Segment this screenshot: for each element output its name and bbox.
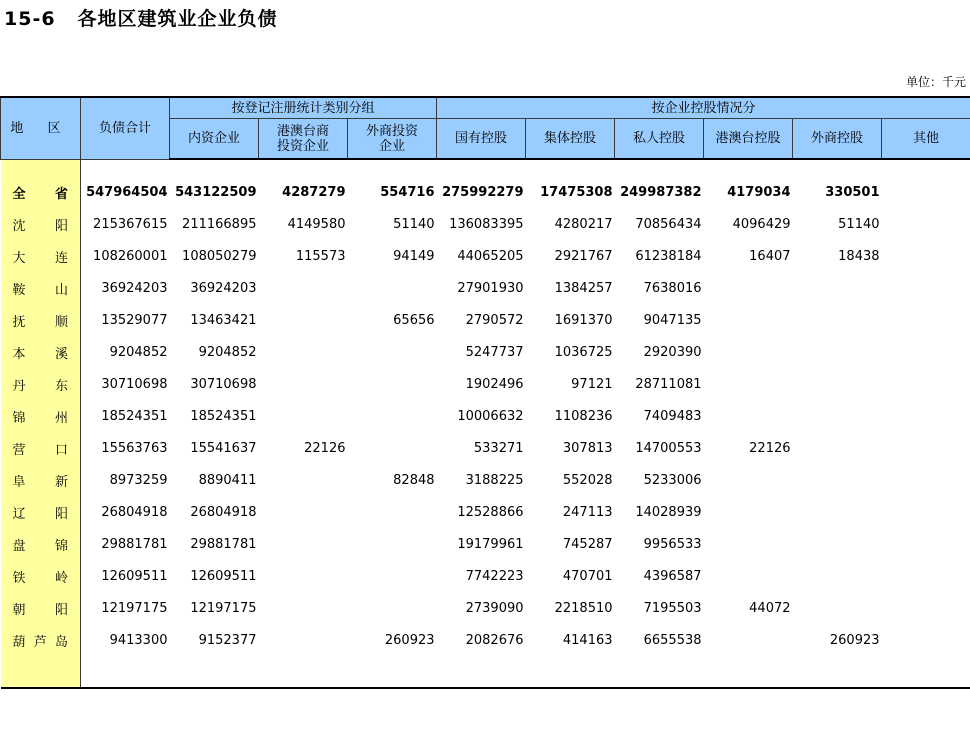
value-cell	[793, 496, 882, 528]
value-cell: 1384257	[554, 280, 613, 296]
spacer-cell	[526, 159, 615, 176]
region-name: 铁岭	[1, 560, 81, 592]
value-cell	[259, 272, 348, 304]
value-cell	[704, 560, 793, 592]
value-cell: 543122509	[175, 184, 257, 200]
header-area: 地 区	[1, 97, 81, 159]
value-cell: 247113	[562, 504, 613, 520]
value-cell: 51140	[838, 216, 880, 232]
value-cell: 12528866	[457, 504, 524, 520]
region-name: 丹东	[1, 368, 81, 400]
value-cell	[882, 592, 970, 624]
value-cell: 22126	[749, 440, 791, 456]
value-cell	[259, 496, 348, 528]
value-cell: 13463421	[190, 312, 257, 328]
value-cell	[348, 272, 437, 304]
value-cell	[348, 368, 437, 400]
table-row	[1, 592, 970, 624]
region-name: 盘锦	[1, 528, 81, 560]
value-cell: 1902496	[465, 376, 524, 392]
region-spacer-cell	[1, 656, 81, 688]
spacer-cell	[259, 656, 348, 688]
value-cell	[793, 592, 882, 624]
value-cell	[882, 432, 970, 464]
header-registration-col-1: 港澳台商 投资企业	[259, 119, 348, 160]
value-cell: 12197175	[190, 600, 257, 616]
table-row	[1, 336, 970, 368]
region-name: 营口	[1, 432, 81, 464]
value-cell	[704, 272, 793, 304]
table-row	[1, 560, 970, 592]
region-name: 大连	[1, 240, 81, 272]
value-cell: 2790572	[465, 312, 524, 328]
value-cell: 51140	[393, 216, 435, 232]
value-cell: 29881781	[101, 536, 168, 552]
table-row	[1, 432, 970, 464]
header-holding-col-2: 私人控股	[615, 119, 704, 160]
value-cell: 7195503	[643, 600, 702, 616]
value-cell	[793, 336, 882, 368]
value-cell: 1108236	[554, 408, 613, 424]
value-cell: 9413300	[109, 632, 168, 648]
value-cell	[259, 336, 348, 368]
value-cell: 2082676	[465, 632, 524, 648]
value-cell: 94149	[393, 248, 435, 264]
spacer-cell	[882, 656, 970, 688]
value-cell: 330501	[825, 184, 880, 200]
value-cell: 9956533	[643, 536, 702, 552]
value-cell	[793, 528, 882, 560]
value-cell	[704, 528, 793, 560]
header-registration-col-2: 外商投资 企业	[348, 119, 437, 160]
spacer-cell	[793, 656, 882, 688]
value-cell: 10006632	[457, 408, 524, 424]
region-name: 辽阳	[1, 496, 81, 528]
spacer-cell	[170, 159, 259, 176]
value-cell	[704, 624, 793, 656]
value-cell	[793, 304, 882, 336]
spacer-cell	[704, 159, 793, 176]
region-name: 锦州	[1, 400, 81, 432]
value-cell: 414163	[562, 632, 613, 648]
spacer-cell	[170, 656, 259, 688]
value-cell	[259, 464, 348, 496]
value-cell: 470701	[562, 568, 613, 584]
value-cell	[348, 592, 437, 624]
value-cell: 260923	[829, 632, 880, 648]
value-cell: 19179961	[457, 536, 524, 552]
table-row	[1, 240, 970, 272]
value-cell	[348, 560, 437, 592]
value-cell: 7638016	[643, 280, 702, 296]
spacer-cell	[615, 656, 704, 688]
value-cell: 6655538	[643, 632, 702, 648]
value-cell: 26804918	[190, 504, 257, 520]
value-cell	[793, 464, 882, 496]
value-cell: 307813	[562, 440, 613, 456]
table-title: 各地区建筑业企业负债	[77, 8, 278, 30]
header-total: 负债合计	[81, 97, 170, 159]
value-cell	[882, 528, 970, 560]
spacer-cell	[437, 656, 526, 688]
value-cell	[882, 464, 970, 496]
value-cell	[348, 336, 437, 368]
value-cell: 18524351	[101, 408, 168, 424]
liabilities-table	[0, 96, 970, 689]
value-cell	[259, 528, 348, 560]
value-cell: 552028	[562, 472, 613, 488]
value-cell: 36924203	[190, 280, 257, 296]
value-cell: 275992279	[442, 184, 524, 200]
header-holding-col-5: 其他	[882, 119, 970, 160]
value-cell: 4149580	[287, 216, 346, 232]
value-cell: 547964504	[86, 184, 168, 200]
value-cell	[882, 624, 970, 656]
spacer-cell	[348, 656, 437, 688]
value-cell	[882, 176, 970, 208]
unit-label: 单位：千元	[905, 75, 966, 89]
spacer-cell	[348, 159, 437, 176]
value-cell	[882, 496, 970, 528]
value-cell: 136083395	[449, 216, 524, 232]
table-row	[1, 624, 970, 656]
header-holding-col-4: 外商控股	[793, 119, 882, 160]
table-row	[1, 208, 970, 240]
value-cell: 9047135	[643, 312, 702, 328]
value-cell: 533271	[473, 440, 524, 456]
header-registration-col-0: 内资企业	[170, 119, 259, 160]
value-cell: 2739090	[465, 600, 524, 616]
spacer-cell	[704, 656, 793, 688]
spacer-cell	[81, 656, 170, 688]
table-row	[1, 528, 970, 560]
table-row	[1, 272, 970, 304]
table-row	[1, 176, 970, 208]
value-cell: 5247737	[465, 344, 524, 360]
value-cell: 554716	[380, 184, 435, 200]
value-cell: 8890411	[198, 472, 257, 488]
spacer-cell	[793, 159, 882, 176]
value-cell: 82848	[393, 472, 435, 488]
header-group-registration: 按登记注册统计类别分组	[170, 97, 437, 119]
value-cell: 5233006	[643, 472, 702, 488]
spacer-row	[1, 656, 970, 688]
value-cell: 211166895	[182, 216, 257, 232]
value-cell: 30710698	[190, 376, 257, 392]
value-cell	[882, 208, 970, 240]
value-cell	[704, 368, 793, 400]
value-cell: 12609511	[101, 568, 168, 584]
spacer-cell	[882, 159, 970, 176]
value-cell: 115573	[295, 248, 346, 264]
value-cell	[704, 304, 793, 336]
value-cell: 29881781	[190, 536, 257, 552]
value-cell	[704, 464, 793, 496]
table-row	[1, 464, 970, 496]
value-cell: 18524351	[190, 408, 257, 424]
value-cell: 3188225	[465, 472, 524, 488]
value-cell	[793, 400, 882, 432]
spacer-row	[1, 159, 970, 176]
value-cell: 30710698	[101, 376, 168, 392]
table-number: 15-6	[4, 8, 56, 30]
value-cell	[348, 496, 437, 528]
region-name: 沈阳	[1, 208, 81, 240]
region-name: 朝阳	[1, 592, 81, 624]
value-cell	[259, 560, 348, 592]
value-cell	[882, 560, 970, 592]
value-cell	[259, 368, 348, 400]
value-cell	[259, 304, 348, 336]
value-cell: 108050279	[182, 248, 257, 264]
value-cell: 15541637	[190, 440, 257, 456]
value-cell: 61238184	[635, 248, 702, 264]
value-cell: 44065205	[457, 248, 524, 264]
value-cell: 26804918	[101, 504, 168, 520]
value-cell: 65656	[393, 312, 435, 328]
value-cell	[348, 528, 437, 560]
value-cell	[259, 624, 348, 656]
value-cell: 9204852	[198, 344, 257, 360]
region-name: 鞍山	[1, 272, 81, 304]
value-cell	[793, 368, 882, 400]
value-cell: 16407	[749, 248, 791, 264]
value-cell: 1691370	[554, 312, 613, 328]
value-cell: 15563763	[101, 440, 168, 456]
value-cell	[882, 400, 970, 432]
spacer-cell	[81, 159, 170, 176]
value-cell	[793, 560, 882, 592]
value-cell	[704, 400, 793, 432]
spacer-cell	[437, 159, 526, 176]
value-cell: 4396587	[643, 568, 702, 584]
value-cell: 7409483	[643, 408, 702, 424]
value-cell	[259, 592, 348, 624]
header-holding-col-1: 集体控股	[526, 119, 615, 160]
value-cell	[259, 400, 348, 432]
value-cell: 12197175	[101, 600, 168, 616]
value-cell: 4287279	[282, 184, 346, 200]
value-cell: 215367615	[93, 216, 168, 232]
value-cell	[882, 240, 970, 272]
region-spacer-cell	[1, 159, 81, 176]
value-cell: 97121	[571, 376, 613, 392]
header-holding-col-3: 港澳台控股	[704, 119, 793, 160]
value-cell	[348, 400, 437, 432]
region-name: 本溪	[1, 336, 81, 368]
value-cell: 17475308	[540, 184, 613, 200]
spacer-cell	[259, 159, 348, 176]
value-cell: 2218510	[554, 600, 613, 616]
value-cell: 8973259	[109, 472, 168, 488]
value-cell	[704, 336, 793, 368]
value-cell	[882, 304, 970, 336]
value-cell: 22126	[304, 440, 346, 456]
spacer-cell	[526, 656, 615, 688]
value-cell: 14028939	[635, 504, 702, 520]
page-title	[4, 4, 278, 31]
value-cell: 9152377	[198, 632, 257, 648]
value-cell: 2920390	[643, 344, 702, 360]
value-cell	[882, 336, 970, 368]
value-cell: 18438	[838, 248, 880, 264]
value-cell	[793, 432, 882, 464]
value-cell: 4179034	[727, 184, 791, 200]
value-cell: 2921767	[554, 248, 613, 264]
value-cell	[704, 496, 793, 528]
value-cell: 1036725	[554, 344, 613, 360]
spacer-cell	[615, 159, 704, 176]
value-cell: 745287	[562, 536, 613, 552]
value-cell: 13529077	[101, 312, 168, 328]
value-cell	[793, 272, 882, 304]
region-name: 抚顺	[1, 304, 81, 336]
table-row	[1, 368, 970, 400]
value-cell: 14700553	[635, 440, 702, 456]
value-cell: 36924203	[101, 280, 168, 296]
value-cell: 7742223	[465, 568, 524, 584]
table-row	[1, 400, 970, 432]
region-name: 全省	[1, 176, 81, 208]
value-cell	[882, 272, 970, 304]
value-cell: 260923	[384, 632, 435, 648]
region-name: 阜新	[1, 464, 81, 496]
value-cell: 70856434	[635, 216, 702, 232]
value-cell: 9204852	[109, 344, 168, 360]
header-holding-col-0: 国有控股	[437, 119, 526, 160]
value-cell: 249987382	[620, 184, 702, 200]
value-cell: 44072	[749, 600, 791, 616]
value-cell: 27901930	[457, 280, 524, 296]
value-cell: 12609511	[190, 568, 257, 584]
header-group-holding: 按企业控股情况分	[437, 97, 970, 119]
table-row	[1, 496, 970, 528]
value-cell	[348, 432, 437, 464]
region-name: 葫芦岛	[1, 624, 81, 656]
value-cell	[882, 368, 970, 400]
table-row	[1, 304, 970, 336]
value-cell: 108260001	[93, 248, 168, 264]
value-cell: 28711081	[635, 376, 702, 392]
value-cell: 4096429	[732, 216, 791, 232]
value-cell: 4280217	[554, 216, 613, 232]
